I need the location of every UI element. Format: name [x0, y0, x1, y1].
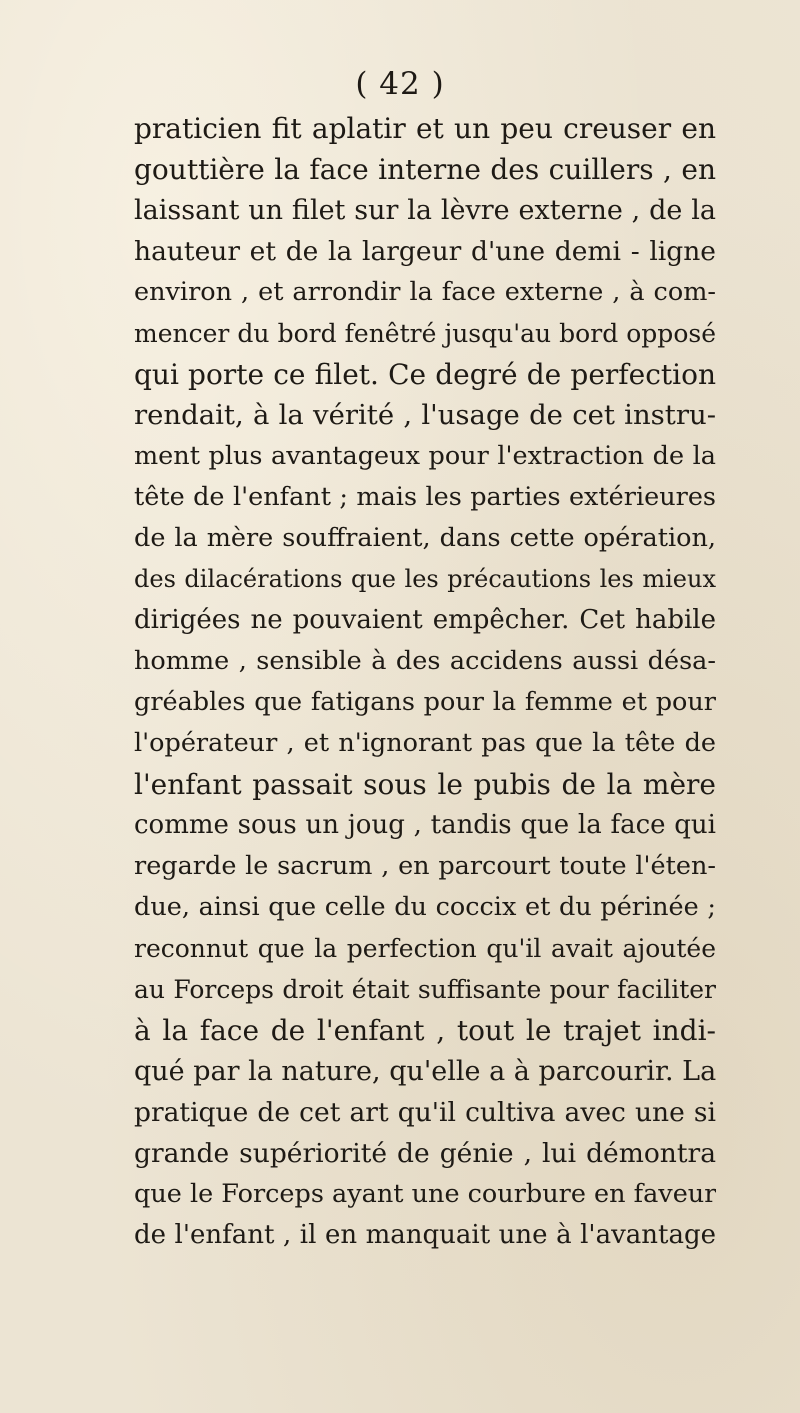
text-line: reconnut que la perfection qu'il avait ajoutée — [134, 934, 716, 963]
text-line: hauteur et de la largeur d'une demi - ligne — [134, 236, 716, 267]
page-number: ( 42 ) — [355, 66, 445, 102]
text-line: pratique de cet art qu'il cultiva avec une si — [134, 1097, 716, 1128]
text-line: gouttière la face interne des cuillers , en — [134, 153, 716, 186]
text-line: comme sous un joug , tandis que la face qui — [134, 810, 716, 840]
text-line: l'opérateur , et n'ignorant pas que la tête de — [134, 728, 716, 758]
text-line: dirigées ne pouvaient empêcher. Cet habile — [134, 605, 716, 635]
text-line: praticien fit aplatir et un peu creuser en — [134, 112, 716, 145]
body-text — [134, 108, 716, 1256]
text-line: qui porte ce filet. Ce degré de perfection — [134, 358, 716, 391]
text-line: mencer du bord fenêtré jusqu'au bord opposé — [134, 319, 716, 348]
text-line: que le Forceps ayant une courbure en faveur — [134, 1179, 716, 1209]
text-line: de l'enfant , il en manquait une à l'avantage — [134, 1220, 716, 1250]
text-line: de la mère souffraient, dans cette opération, — [134, 523, 716, 553]
text-line: gréables que fatigans pour la femme et pour — [134, 687, 716, 717]
text-line: rendait, à la vérité , l'usage de cet instru- — [134, 399, 716, 431]
text-line: tête de l'enfant ; mais les parties extérieures — [134, 482, 716, 512]
text-line: qué par la nature, qu'elle a à parcourir. La — [134, 1056, 716, 1087]
text-line: grande supériorité de génie , lui démontra — [134, 1138, 716, 1169]
text-line: homme , sensible à des accidens aussi désa- — [134, 646, 716, 676]
text-line: au Forceps droit était suffisante pour faciliter — [134, 975, 716, 1004]
text-line: ment plus avantageux pour l'extraction de la — [134, 441, 716, 471]
text-line: à la face de l'enfant , tout le trajet indi- — [134, 1014, 716, 1047]
text-line: l'enfant passait sous le pubis de la mère — [134, 768, 716, 801]
text-line: des dilacérations que les précautions les mieux — [134, 565, 716, 593]
text-line: environ , et arrondir la face externe , à com- — [134, 277, 716, 307]
text-line: laissant un filet sur la lèvre externe , de la — [134, 195, 716, 226]
text-line: regarde le sacrum , en parcourt toute l'éten- — [134, 851, 716, 881]
text-line: due, ainsi que celle du coccix et du périnée ; — [134, 892, 716, 922]
